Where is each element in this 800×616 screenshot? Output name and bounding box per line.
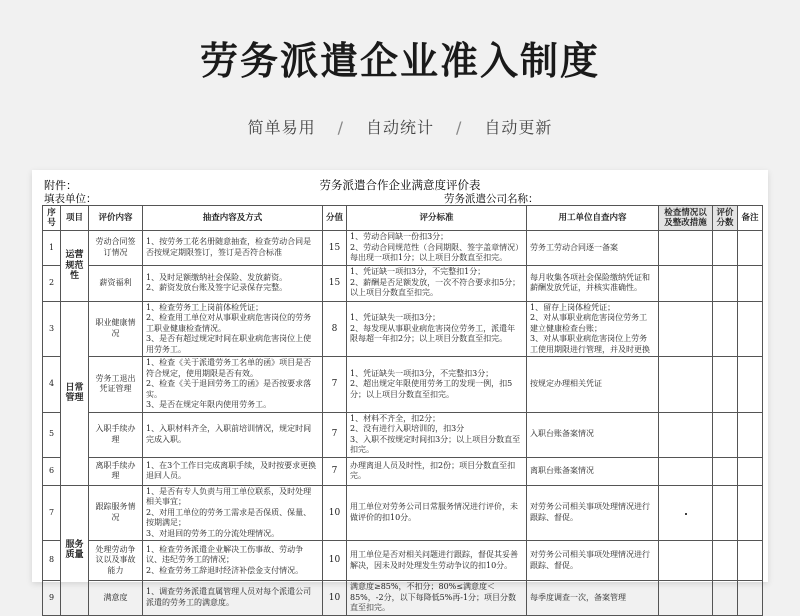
- check-method: 1、是否有专人负责与用工单位联系，及时处理相关事宜； 2、对用工单位的劳务工需求是否保质、保量、按期满足； 3、对退回的劳务工的分流处理情况。: [143, 485, 323, 541]
- eval-score-cell[interactable]: [713, 485, 738, 541]
- tag-auto-update: 自动更新: [484, 118, 553, 137]
- remark-cell[interactable]: [738, 485, 763, 541]
- score-value: 15: [323, 265, 347, 301]
- scoring-standard: 1、凭证缺失一项扣3分，不完整扣3分； 2、超出规定年限使用劳务工的发现一例，扣5分；以上项目分数直至扣完。: [347, 357, 527, 413]
- score-value: 7: [323, 412, 347, 457]
- row-number: 9: [43, 581, 61, 616]
- self-check-content: 对劳务公司相关事项处理情况进行跟踪、督促。: [527, 485, 659, 541]
- category-cell: 运营规范性: [61, 231, 89, 302]
- inspection-cell[interactable]: [659, 541, 713, 581]
- score-value: 10: [323, 485, 347, 541]
- remark-cell[interactable]: [738, 412, 763, 457]
- col-header-method: 抽查内容及方式: [143, 206, 323, 231]
- col-header-content: 评价内容: [89, 206, 143, 231]
- col-header-eval-score: 评价分数: [713, 206, 738, 231]
- evaluation-content: 离职手续办理: [89, 457, 143, 485]
- feature-tags: [0, 115, 800, 138]
- category-cell: 服务质量: [61, 485, 89, 615]
- eval-score-cell[interactable]: [713, 581, 738, 616]
- table-row: [43, 265, 763, 301]
- scoring-standard: 1、材料不齐全，扣2分； 2、没有进行入职培训的，扣3分 3、入职不按规定时间扣3分；以上项目分数直至扣完。: [347, 412, 527, 457]
- eval-score-cell[interactable]: [713, 231, 738, 266]
- scoring-standard: 满意度≥85%，不扣分；80%≤满意度＜85%，-2分，以下每降低5%再-1分；项目分数直至扣完。: [347, 581, 527, 616]
- col-header-self-check: 用工单位自查内容: [527, 206, 659, 231]
- check-method: 1、调查劳务派遣直属管理人员对每个派遣公司派遣的劳务工的满意度。: [143, 581, 323, 616]
- evaluation-content: 入职手续办理: [89, 412, 143, 457]
- col-header-remark: 备注: [738, 206, 763, 231]
- dot-mark: [685, 513, 687, 515]
- eval-score-cell[interactable]: [713, 265, 738, 301]
- remark-cell[interactable]: [738, 457, 763, 485]
- remark-cell[interactable]: [738, 265, 763, 301]
- check-method: 1、及时足额缴纳社会保险、发放薪资。 2、薪资发放台账及签字记录保存完整。: [143, 265, 323, 301]
- inspection-cell[interactable]: [659, 357, 713, 413]
- scoring-standard: 办理离退人员及时性，扣2份；项目分数直至扣完。: [347, 457, 527, 485]
- attachment-label: 附件：: [44, 179, 77, 192]
- col-header-item: 项目: [61, 206, 89, 231]
- scoring-standard: 1、凭证缺一项扣3分，不完整扣1分； 2、薪酬是否足额发放，一次不符合要求扣5分；以上项目分数直至扣完。: [347, 265, 527, 301]
- row-number: 3: [43, 301, 61, 357]
- form-title: 劳务派遣合作企业满意度评价表: [319, 178, 481, 192]
- table-row: [43, 541, 763, 581]
- table-row: [43, 457, 763, 485]
- eval-score-cell[interactable]: [713, 357, 738, 413]
- inspection-cell[interactable]: [659, 412, 713, 457]
- fill-unit-label: 填表单位：: [44, 193, 97, 205]
- inspection-cell[interactable]: [659, 581, 713, 616]
- col-header-score: 分值: [323, 206, 347, 231]
- remark-cell[interactable]: [738, 301, 763, 357]
- remark-cell[interactable]: [738, 357, 763, 413]
- tag-separator: /: [456, 118, 463, 137]
- eval-score-cell[interactable]: [713, 412, 738, 457]
- row-number: 8: [43, 541, 61, 581]
- table-row: [43, 231, 763, 266]
- scoring-standard: 用工单位是否对相关问题进行跟踪，督促其妥善解决，因未及时处理发生劳动争议的扣10分。: [347, 541, 527, 581]
- scoring-standard: 1、劳动合同缺一份扣3分； 2、劳动合同规范性（合同期限、签字盖章情况）每出现一项扣1分；以上项目分数直至扣完。: [347, 231, 527, 266]
- self-check-content: 每月收集各项社会保险缴纳凭证和薪酬发放凭证，并核实准确性。: [527, 265, 659, 301]
- remark-cell[interactable]: [738, 581, 763, 616]
- category-cell: 日常管理: [61, 301, 89, 485]
- self-check-content: 对劳务公司相关事项处理情况进行跟踪、督促。: [527, 541, 659, 581]
- page-title: 劳务派遣企业准入制度: [199, 39, 600, 83]
- self-check-content: 离职台账备案情况: [527, 457, 659, 485]
- row-number: 2: [43, 265, 61, 301]
- row-number: 6: [43, 457, 61, 485]
- table-row: [43, 485, 763, 541]
- table-row: [43, 357, 763, 413]
- col-header-no: 序号: [43, 206, 61, 231]
- check-method: 1、按劳务工花名册随意抽查，检查劳动合同是否按规定期限签订，签订是否符合标准: [143, 231, 323, 266]
- col-header-inspection: 检查情况以及整改措施: [659, 206, 713, 231]
- evaluation-content: 跟踪服务情况: [89, 485, 143, 541]
- score-value: 15: [323, 231, 347, 266]
- self-check-content: 1、留存上岗体检凭证； 2、对从事职业病危害岗位劳务工建立健康检查台账； 3、对从事职业病危害岗位上劳务工使用期限进行管理，并及时更换: [527, 301, 659, 357]
- sheet-header: [32, 170, 768, 205]
- company-name-label: 劳务派遣公司名称：: [444, 193, 539, 205]
- score-value: 8: [323, 301, 347, 357]
- eval-score-cell[interactable]: [713, 541, 738, 581]
- score-value: 7: [323, 357, 347, 413]
- evaluation-content: 劳务工退出凭证管理: [89, 357, 143, 413]
- eval-score-cell[interactable]: [713, 301, 738, 357]
- evaluation-content: 职业健康情况: [89, 301, 143, 357]
- score-value: 7: [323, 457, 347, 485]
- evaluation-content: 满意度: [89, 581, 143, 616]
- table-row: [43, 581, 763, 616]
- row-number: 5: [43, 412, 61, 457]
- table-row: [43, 301, 763, 357]
- remark-cell[interactable]: [738, 541, 763, 581]
- check-method: 1、入职材料齐全，入职前培训情况，规定时间完成入职。: [143, 412, 323, 457]
- self-check-content: 按规定办理相关凭证: [527, 357, 659, 413]
- check-method: 1、检查劳务工上岗前体检凭证； 2、检查用工单位对从事职业病危害岗位的劳务工职业健康检查情况。 3、是否有超过规定时间在职业病危害岗位上使用劳务工。: [143, 301, 323, 357]
- evaluation-sheet: [32, 170, 768, 612]
- score-value: 10: [323, 581, 347, 616]
- self-check-content: 入职台账备案情况: [527, 412, 659, 457]
- check-method: 1、检查劳务派遣企业解决工伤事故、劳动争议、违纪劳务工的情况； 2、检查劳务工辞退时经济补偿金支付情况。: [143, 541, 323, 581]
- evaluation-content: 处理劳动争议以及事故能力: [89, 541, 143, 581]
- score-value: 10: [323, 541, 347, 581]
- check-method: 1、在3个工作日完成离职手续，及时按要求更换退回人员。: [143, 457, 323, 485]
- inspection-cell[interactable]: [659, 485, 713, 541]
- self-check-content: 每季度调查一次，备案管理: [527, 581, 659, 616]
- eval-score-cell[interactable]: [713, 457, 738, 485]
- self-check-content: 劳务工劳动合同逐一备案: [527, 231, 659, 266]
- scoring-standard: 用工单位对劳务公司日常服务情况进行评价，未做评价的扣10分。: [347, 485, 527, 541]
- col-header-standard: 评分标准: [347, 206, 527, 231]
- evaluation-table: [42, 205, 763, 616]
- row-number: 7: [43, 485, 61, 541]
- tag-easy: 简单易用: [247, 118, 316, 137]
- tag-separator: /: [337, 118, 344, 137]
- evaluation-content: 薪资福利: [89, 265, 143, 301]
- table-row: [43, 412, 763, 457]
- row-number: 4: [43, 357, 61, 413]
- row-number: 1: [43, 231, 61, 266]
- inspection-cell[interactable]: [659, 265, 713, 301]
- remark-cell[interactable]: [738, 231, 763, 266]
- scoring-standard: 1、凭证缺失一项扣3分； 2、每发现从事职业病危害岗位劳务工，派遣年限每超一年扣2分；以上项目分数直至扣完。: [347, 301, 527, 357]
- inspection-cell[interactable]: [659, 301, 713, 357]
- evaluation-content: 劳动合同签订情况: [89, 231, 143, 266]
- inspection-cell[interactable]: [659, 457, 713, 485]
- check-method: 1、检查《关于派遣劳务工名单的函》项目是否符合规定，使用期限是否有效。 2、检查《关于退回劳务工的函》是否按要求落实。 3、是否在规定年限内使用劳务工。: [143, 357, 323, 413]
- table-header-row: [43, 206, 763, 231]
- tag-auto-stats: 自动统计: [365, 118, 434, 137]
- inspection-cell[interactable]: [659, 231, 713, 266]
